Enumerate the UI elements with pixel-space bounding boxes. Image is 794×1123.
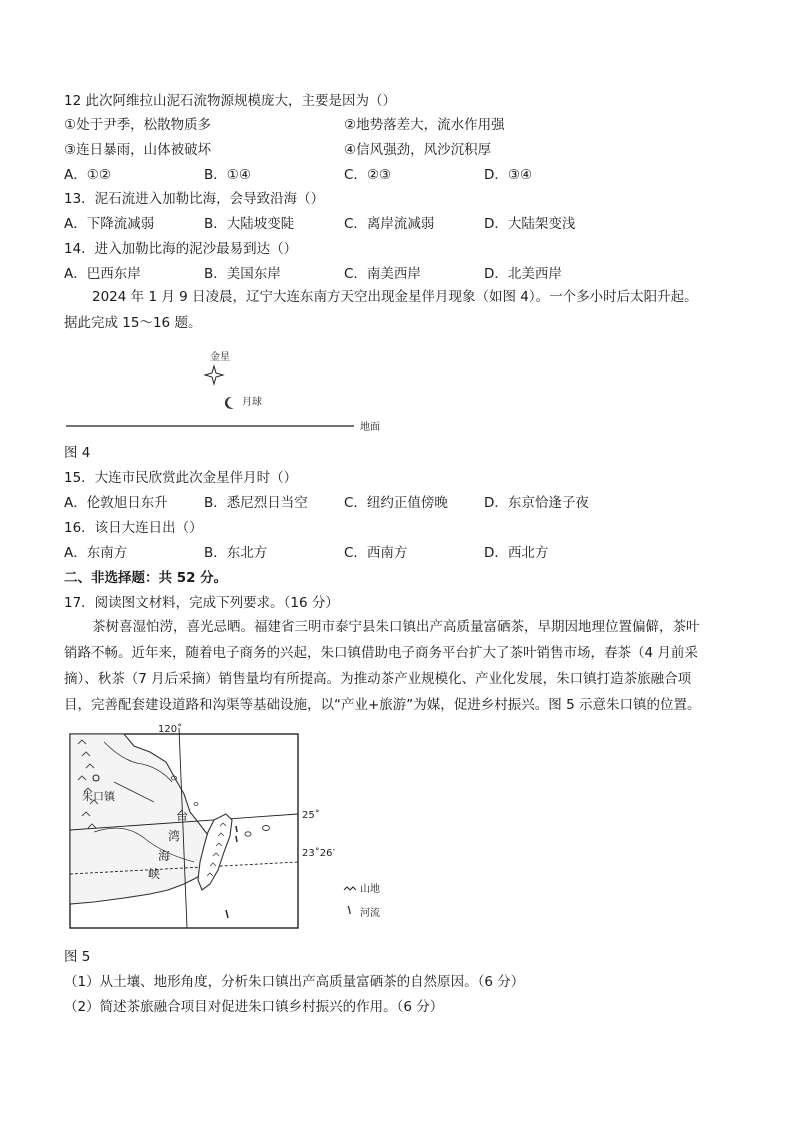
q12-option-b: B．①④ bbox=[204, 167, 251, 183]
q16-option-c: C．西南方 bbox=[344, 545, 408, 561]
moon-crescent-icon bbox=[225, 397, 234, 409]
q14-option-b: B．美国东岸 bbox=[204, 266, 281, 282]
q17-sub-2: （2）简述茶旅融合项目对促进朱口镇乡村振兴的作用。（6 分） bbox=[64, 999, 444, 1015]
q16-option-b: B．东北方 bbox=[204, 545, 268, 561]
q17-material: 茶树喜湿怕涝，喜光忌晒。福建省三明市泰宁县朱口镇出产高质量富硒茶，早期因地理位置偏僻，茶叶销路不畅。近年来，随着电子商务的兴起，朱口镇借助电子商务平台扩大了茶叶销售市场，春茶（4 月前采摘）、秋茶（7 月后采摘）销售量均有所提高。为推动茶产业规模化、产业化发展，朱口镇打造茶旅融合项目，完善配套建设道路和沟渠等基础设施，以“产业+旅游”为媒，促进乡村振兴。图 5 示意朱口镇的位置。 bbox=[64, 619, 701, 713]
q14-option-a: A．巴西东岸 bbox=[64, 266, 141, 282]
legend-river-icon bbox=[348, 906, 350, 914]
legend-mountain-label: 山地 bbox=[360, 884, 380, 895]
figure-5-map bbox=[64, 722, 404, 932]
strait-char-3: 海 bbox=[158, 849, 171, 863]
q14-stem: 14．进入加勒比海的泥沙最易到达（） bbox=[64, 241, 298, 257]
meridian-120-label: 120˚ bbox=[158, 724, 183, 735]
legend-mountain-icon bbox=[344, 887, 356, 890]
q16-option-d: D．西北方 bbox=[484, 545, 549, 561]
town-label: 朱口镇 bbox=[82, 790, 115, 803]
q13-option-d: D．大陆架变浅 bbox=[484, 216, 576, 232]
venus-star-icon bbox=[205, 366, 223, 384]
q15-stem: 15．大连市民欣赏此次金星伴月时（） bbox=[64, 470, 298, 486]
q12-statement-4: ④信风强劲，风沙沉积厚 bbox=[344, 142, 492, 158]
figure-4-caption: 图 4 bbox=[64, 445, 91, 461]
q12-option-d: D．③④ bbox=[484, 167, 533, 183]
venus-label: 金星 bbox=[210, 352, 230, 363]
q12-option-c: C．②③ bbox=[344, 167, 392, 183]
strait-char-4: 峡 bbox=[148, 867, 161, 881]
q13-stem: 13．泥石流进入加勒比海，会导致沿海（） bbox=[64, 191, 325, 207]
q13-option-b: B．大陆坡变陡 bbox=[204, 216, 295, 232]
tropic-of-cancer-label: 23˚26′ bbox=[302, 848, 335, 859]
figure-5-caption: 图 5 bbox=[64, 949, 91, 965]
q17-stem: 17．阅读图文材料，完成下列要求。（16 分） bbox=[64, 595, 339, 611]
parallel-25-label: 25˚ bbox=[302, 810, 320, 821]
q13-option-c: C．离岸流减弱 bbox=[344, 216, 435, 232]
section-2-heading: 二、非选择题：共 52 分。 bbox=[64, 570, 228, 586]
q12-statement-1: ①处于尹季，松散物质多 bbox=[64, 117, 212, 133]
q12-statement-3: ③连日暴雨，山体被破坏 bbox=[64, 142, 212, 158]
intro-15-16: 2024 年 1 月 9 日凌晨，辽宁大连东南方天空出现金星伴月现象（如图 4）。一个多小时后太阳升起。据此完成 15～16 题。 bbox=[64, 289, 698, 331]
q12-stem: 12 此次阿维拉山泥石流物源规模庞大，主要是因为（） bbox=[64, 93, 396, 109]
strait-char-1: 台 bbox=[176, 809, 189, 823]
strait-char-2: 湾 bbox=[168, 829, 181, 843]
q15-option-c: C．纽约正值傍晚 bbox=[344, 495, 448, 511]
q12-option-a: A．①② bbox=[64, 167, 111, 183]
q12-statement-2: ②地势落差大，流水作用强 bbox=[344, 117, 505, 133]
q14-option-d: D．北美西岸 bbox=[484, 266, 562, 282]
q13-option-a: A．下降流减弱 bbox=[64, 216, 155, 232]
q16-stem: 16．该日大连日出（） bbox=[64, 520, 203, 536]
q17-sub-1: （1）从土壤、地形角度，分析朱口镇出产高质量富硒茶的自然原因。（6 分） bbox=[64, 974, 525, 990]
q16-option-a: A．东南方 bbox=[64, 545, 128, 561]
q15-option-b: B．悉尼烈日当空 bbox=[204, 495, 308, 511]
legend-river-label: 河流 bbox=[360, 908, 380, 919]
ground-label: 地面 bbox=[360, 422, 380, 433]
q14-option-c: C．南美西岸 bbox=[344, 266, 421, 282]
moon-label: 月球 bbox=[242, 397, 262, 408]
figure-4 bbox=[64, 342, 424, 442]
q15-option-a: A．伦敦旭日东升 bbox=[64, 495, 168, 511]
q15-option-d: D．东京恰逢子夜 bbox=[484, 495, 589, 511]
